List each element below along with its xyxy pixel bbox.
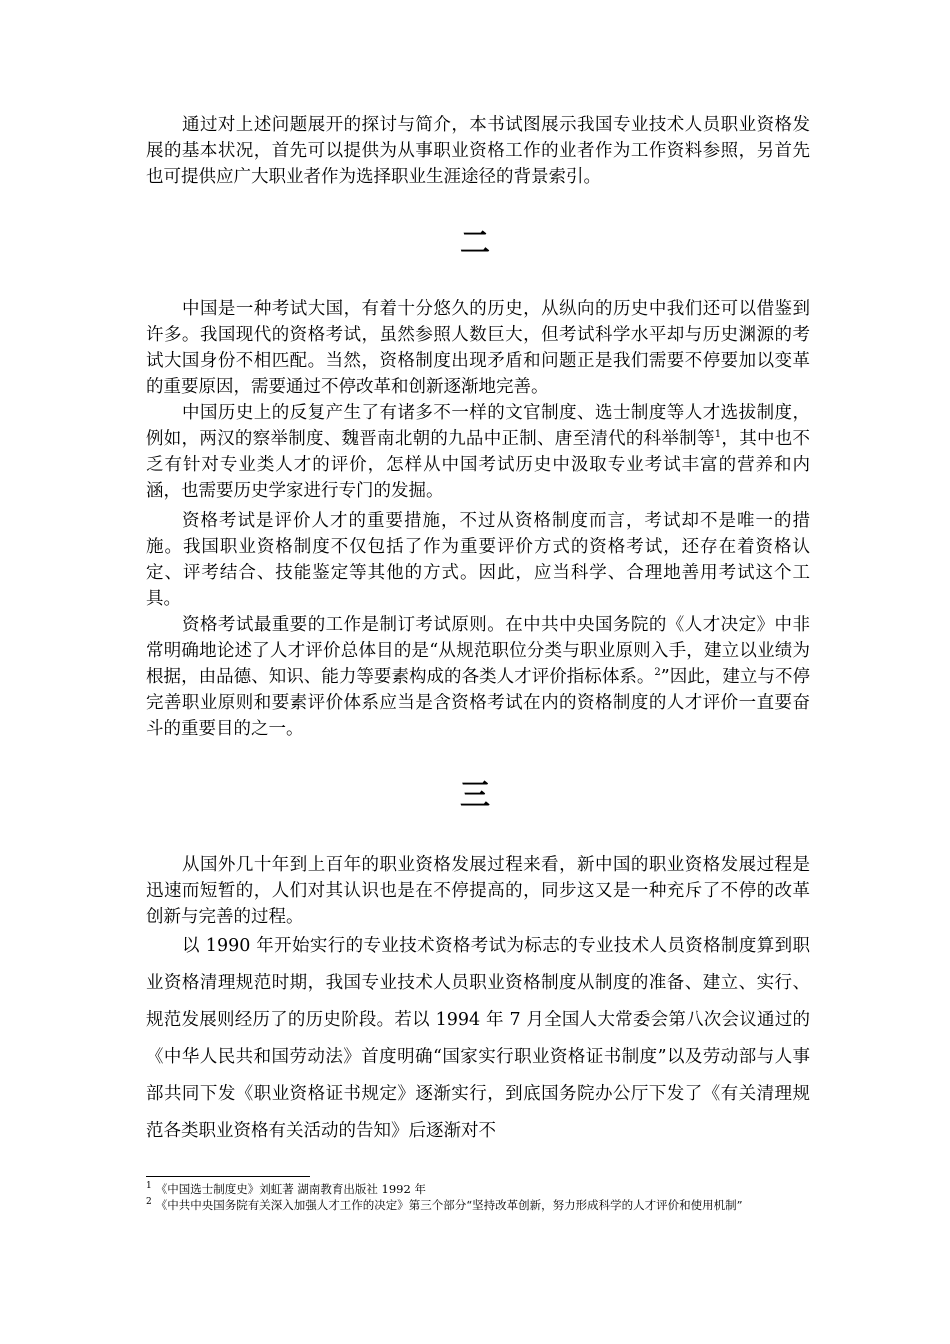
paragraph-timeline: 以 1990 年开始实行的专业技术资格考试为标志的专业技术人员资格制度算到职业资格清理规范时期，我国专业技术人员职业资格制度从制度的准备、建立、实行、规范发展则经历了的历史阶段。若以 1994 年 7 月全国人大常委会第八次会议通过的《中华人民共和国劳动法》首度明确“国家实行职业资格证书制度”以及劳动部与人事部共同下发《职业资格证书规定》逐渐实行，到底国务院办公厅下发了《有关清理规范各类职业资格有关活动的告知》后逐渐对不 [146, 936, 810, 1141]
footnote-ref-1: 1 [714, 429, 722, 441]
footnote-1-text: 《中国选士制度史》刘虹著 湖南教育出版社 1992 年 [155, 1182, 426, 1196]
paragraph-history-text-b: ，其中也不乏有针对专业类人才的评价，怎样从中国考试历史中汲取专业考试丰富的营养和内涵，也需要历史学家进行专门的发掘。 [146, 429, 811, 501]
footnote-separator [146, 1176, 310, 1177]
paragraph-exam-measures: 资格考试是评价人才的重要措施，不过从资格制度而言，考试却不是唯一的措施。我国职业资格制度不仅包括了作为重要评价方式的资格考试，还存在着资格认定、评考结合、技能鉴定等其他的方式。因此，应当科学、合理地善用考试这个工具。 [146, 511, 810, 609]
footnote-ref-2: 2 [654, 667, 661, 679]
section-heading-three: 三 [460, 778, 490, 813]
footnote-2-text: 《中共中央国务院有关深入加强人才工作的决定》第三个部分“坚持改革创新，努力形成科学的人才评价和使用机制” [155, 1198, 743, 1212]
footnote-2 [146, 1198, 810, 1213]
paragraph-history-text-a: 中国历史上的反复产生了有诸多不一样的文官制度、选士制度等人才选拔制度，例如，两汉的察举制度、魏晋南北朝的九品中正制、唐至清代的科举制等 [146, 403, 810, 449]
footnote-1-mark: 1 [146, 1181, 152, 1192]
footnote-2-mark: 2 [146, 1197, 152, 1208]
paragraph-history [146, 400, 810, 504]
paragraph-standards-text-b: ”因此，建立与不停完善职业原则和要素评价体系应当是含资格考试在内的资格制度的人才评价一直要奋斗的重要目的之一。 [146, 667, 810, 739]
section-heading-two: 二 [460, 226, 490, 261]
paragraph-development: 从国外几十年到上百年的职业资格发展过程来看，新中国的职业资格发展过程是迅速而短暂的，人们对其认识也是在不停提高的，同步这又是一种充斥了不停的改革创新与完善的过程。 [146, 855, 810, 927]
paragraph-standards [146, 612, 810, 742]
paragraph-standards-text-a: 资格考试最重要的工作是制订考试原则。在中共中央国务院的《人才决定》中非常明确地论述了人才评价总体目的是“从规范职位分类与职业原则入手，建立以业绩为根据，由品德、知识、能力等要素构成的各类人才评价指标体系。 [146, 615, 810, 687]
paragraph-intro: 通过对上述问题展开的探讨与简介，本书试图展示我国专业技术人员职业资格发展的基本状况，首先可以提供为从事职业资格工作的业者作为工作资料参照，另首先也可提供应广大职业者作为选择职业生涯途径的背景索引。 [146, 115, 810, 187]
paragraph-exam-nation: 中国是一种考试大国，有着十分悠久的历史，从纵向的历史中我们还可以借鉴到许多。我国现代的资格考试，虽然参照人数巨大，但考试科学水平却与历史渊源的考试大国身份不相匹配。当然，资格制度出现矛盾和问题正是我们需要不停要加以变革的重要原因，需要通过不停改革和创新逐渐地完善。 [146, 299, 810, 397]
footnote-1 [146, 1182, 810, 1197]
